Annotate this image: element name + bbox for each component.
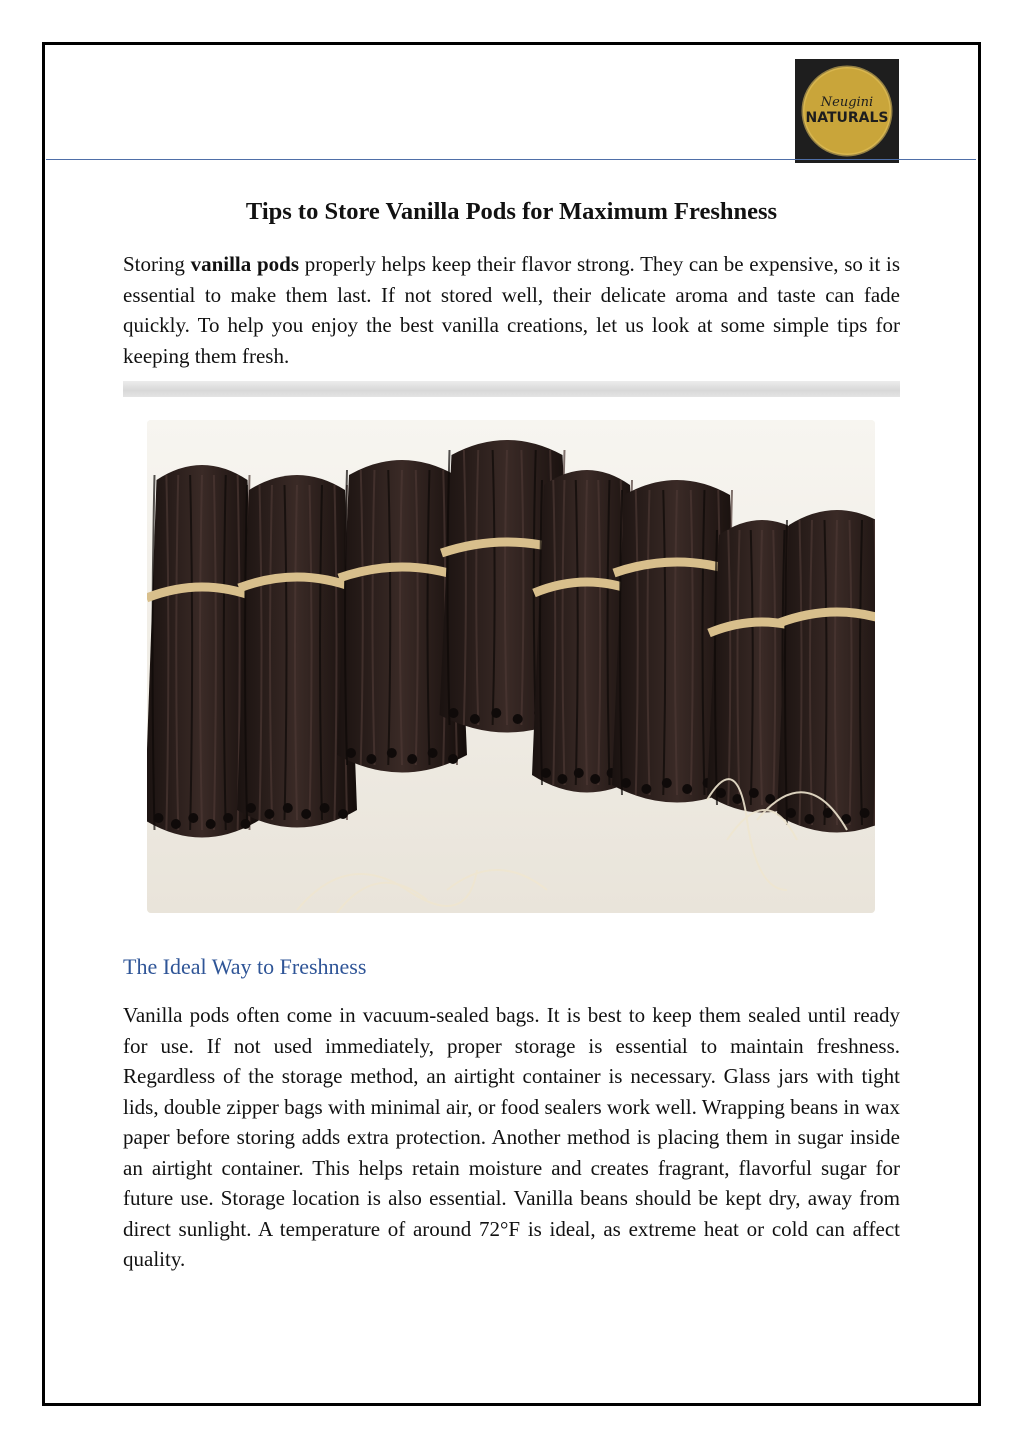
section-heading: The Ideal Way to Freshness	[123, 954, 367, 979]
logo-line-2: NATURALS	[805, 110, 889, 126]
vanilla-bundle	[237, 475, 357, 828]
intro-text-start: Storing	[123, 252, 191, 276]
document-title: Tips to Store Vanilla Pods for Maximum Freshness	[245, 198, 778, 225]
vanilla-bundle	[777, 510, 875, 833]
brand-logo	[795, 59, 899, 163]
logo-graphic	[795, 59, 899, 163]
header-divider	[46, 159, 976, 160]
intro-text-end: properly helps keep their flavor strong. They can be expensive, so it is essential to make them last. If not stored well, their delicate aroma and taste can fade quickly. To help you enjoy the best vanilla creations, let us look at some simple tips for keeping them fresh.	[123, 252, 901, 368]
vanilla-pods-photo	[147, 420, 875, 913]
intro-bold-term: vanilla pods	[190, 252, 299, 276]
intro-paragraph	[123, 249, 900, 371]
logo-line-1: Neugini	[820, 95, 874, 110]
image-top-band	[123, 381, 900, 397]
section-body-paragraph: Vanilla pods often come in vacuum-sealed bags. It is best to keep them sealed until ready for use. If not used immediately, proper storage is essential to maintain freshness. Regardless of the storage method, an airtight container is necessary. Glass jars with tight lids, double zipper bags with minimal air, or food sealers work well. Wrapping beans in wax paper before storing adds extra protection. Another method is placing them in sugar inside an airtight container. This helps retain moisture and creates fragrant, flavorful sugar for future use. Storage location is also essential. Vanilla beans should be kept dry, away from direct sunlight. A temperature of around 72°F is ideal, as extreme heat or cold can affect quality.	[123, 1003, 900, 1271]
